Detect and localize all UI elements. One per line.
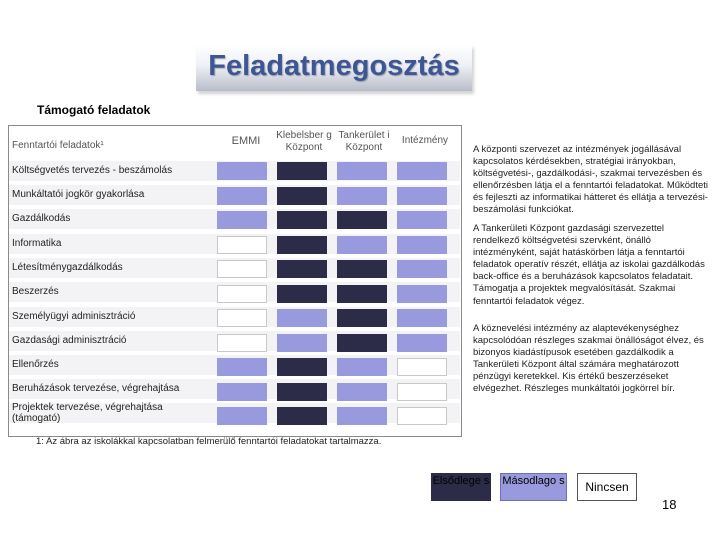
row-label: Gazdasági adminisztráció bbox=[12, 335, 127, 346]
cell-emmi-none bbox=[217, 236, 267, 254]
description-central: A központi szervezet az intézmények jogállásával kapcsolatos kérdésekben, stratégiai irányokban, költségvetési-, gazdálkodási-, szakmai tervezésben és ellenőrzésben látja el a fenntartói feladatokat. Működteti és fejleszti az informatikai hátteret és ellátja a tervezési-beszámolási funkciókat. bbox=[473, 144, 709, 216]
cell-klebelsberg-primary bbox=[277, 260, 327, 278]
description-tankeruleti: A Tankerületi Központ gazdasági szervezettel rendelkező költségvetési szervként, önálló intézményként, saját hatáskörben látja a fenntartói feladatok operatív részét, ellátja az iskolai gazdálkodás back-office és a beruházások kapcsolatos feladatait. Támogatja a projektek megvalósítását. Szakmai fenntartói feladatok végez. bbox=[473, 223, 705, 307]
cell-intezmeny-secondary bbox=[397, 187, 447, 205]
cell-klebelsberg-primary bbox=[277, 358, 327, 376]
cell-klebelsberg-secondary bbox=[277, 309, 327, 327]
row-label: Munkáltatói jogkör gyakorlása bbox=[12, 189, 145, 200]
row-label: Személyügyi adminisztráció bbox=[12, 311, 136, 322]
cell-intezmeny-secondary bbox=[397, 211, 447, 229]
cell-tankeruleti-secondary bbox=[337, 383, 387, 401]
cell-emmi-none bbox=[217, 334, 267, 352]
cell-tankeruleti-primary bbox=[337, 211, 387, 229]
cell-emmi-none bbox=[217, 309, 267, 327]
cell-klebelsberg-secondary bbox=[277, 334, 327, 352]
page-number: 18 bbox=[662, 497, 677, 512]
cell-emmi-secondary bbox=[217, 383, 267, 401]
legend-secondary: Másodlago s bbox=[500, 473, 567, 501]
cell-intezmeny-none bbox=[397, 407, 447, 425]
cell-intezmeny-none bbox=[397, 383, 447, 401]
row-label: Gazdálkodás bbox=[12, 213, 71, 224]
row-label: Beruházások tervezése, végrehajtása bbox=[12, 383, 180, 394]
header-tankeruleti: Tankerület i Központ bbox=[338, 130, 390, 153]
cell-klebelsberg-primary bbox=[277, 211, 327, 229]
row-label: Költségvetés tervezés - beszámolás bbox=[12, 165, 173, 176]
cell-emmi-secondary bbox=[217, 162, 267, 180]
cell-intezmeny-secondary bbox=[397, 236, 447, 254]
cell-tankeruleti-secondary bbox=[337, 358, 387, 376]
cell-klebelsberg-primary bbox=[277, 383, 327, 401]
cell-emmi-secondary bbox=[217, 358, 267, 376]
cell-intezmeny-none bbox=[397, 358, 447, 376]
cell-klebelsberg-primary bbox=[277, 236, 327, 254]
cell-klebelsberg-primary bbox=[277, 162, 327, 180]
cell-intezmeny-secondary bbox=[397, 285, 447, 303]
header-klebelsberg: Klebelsber g Központ bbox=[276, 130, 332, 153]
row-label: Informatika bbox=[12, 238, 62, 249]
cell-intezmeny-secondary bbox=[397, 334, 447, 352]
cell-tankeruleti-secondary bbox=[337, 407, 387, 425]
cell-emmi-none bbox=[217, 285, 267, 303]
cell-tankeruleti-primary bbox=[337, 285, 387, 303]
section-subtitle: Támogató feladatok bbox=[37, 103, 151, 117]
header-task: Fenntartói feladatok¹ bbox=[12, 140, 104, 151]
row-label: Beszerzés bbox=[12, 286, 59, 297]
cell-tankeruleti-primary bbox=[337, 260, 387, 278]
footnote: 1: Az ábra az iskolákkal kapcsolatban felmerülő fenntartói feladatokat tartalmazza. bbox=[36, 436, 382, 447]
cell-klebelsberg-primary bbox=[277, 407, 327, 425]
cell-klebelsberg-primary bbox=[277, 187, 327, 205]
cell-tankeruleti-primary bbox=[337, 334, 387, 352]
row-label: Létesítménygazdálkodás bbox=[12, 262, 123, 273]
cell-tankeruleti-secondary bbox=[337, 236, 387, 254]
cell-intezmeny-secondary bbox=[397, 162, 447, 180]
cell-intezmeny-secondary bbox=[397, 309, 447, 327]
cell-tankeruleti-primary bbox=[337, 309, 387, 327]
cell-emmi-secondary bbox=[217, 187, 267, 205]
header-intezmeny: Intézmény bbox=[401, 135, 449, 146]
cell-intezmeny-secondary bbox=[397, 260, 447, 278]
cell-emmi-secondary bbox=[217, 211, 267, 229]
row-label: Ellenőrzés bbox=[12, 359, 59, 370]
legend-none: Nincsen bbox=[577, 473, 637, 501]
cell-tankeruleti-secondary bbox=[337, 187, 387, 205]
legend-primary: Elsődlege s bbox=[431, 473, 491, 501]
row-label: Projektek tervezése, végrehajtása (támogató) bbox=[12, 402, 163, 424]
cell-klebelsberg-primary bbox=[277, 285, 327, 303]
cell-emmi-none bbox=[217, 260, 267, 278]
description-intezmeny: A köznevelési intézmény az alaptevékenységhez kapcsolódóan részleges szakmai önállóságot élvez, és bizonyos kiadástípusok esetében gazdálkodik a Tankerületi Központ által számára meghatározott pénzügyi keretekkel. Kis értékű beszerzéseket elvégezhet. Részleges munkáltatói jogkörrel bír. bbox=[473, 323, 704, 395]
cell-tankeruleti-secondary bbox=[337, 162, 387, 180]
page-title: Feladatmegosztás bbox=[208, 50, 460, 82]
cell-emmi-secondary bbox=[217, 407, 267, 425]
header-emmi: EMMI bbox=[231, 135, 261, 147]
